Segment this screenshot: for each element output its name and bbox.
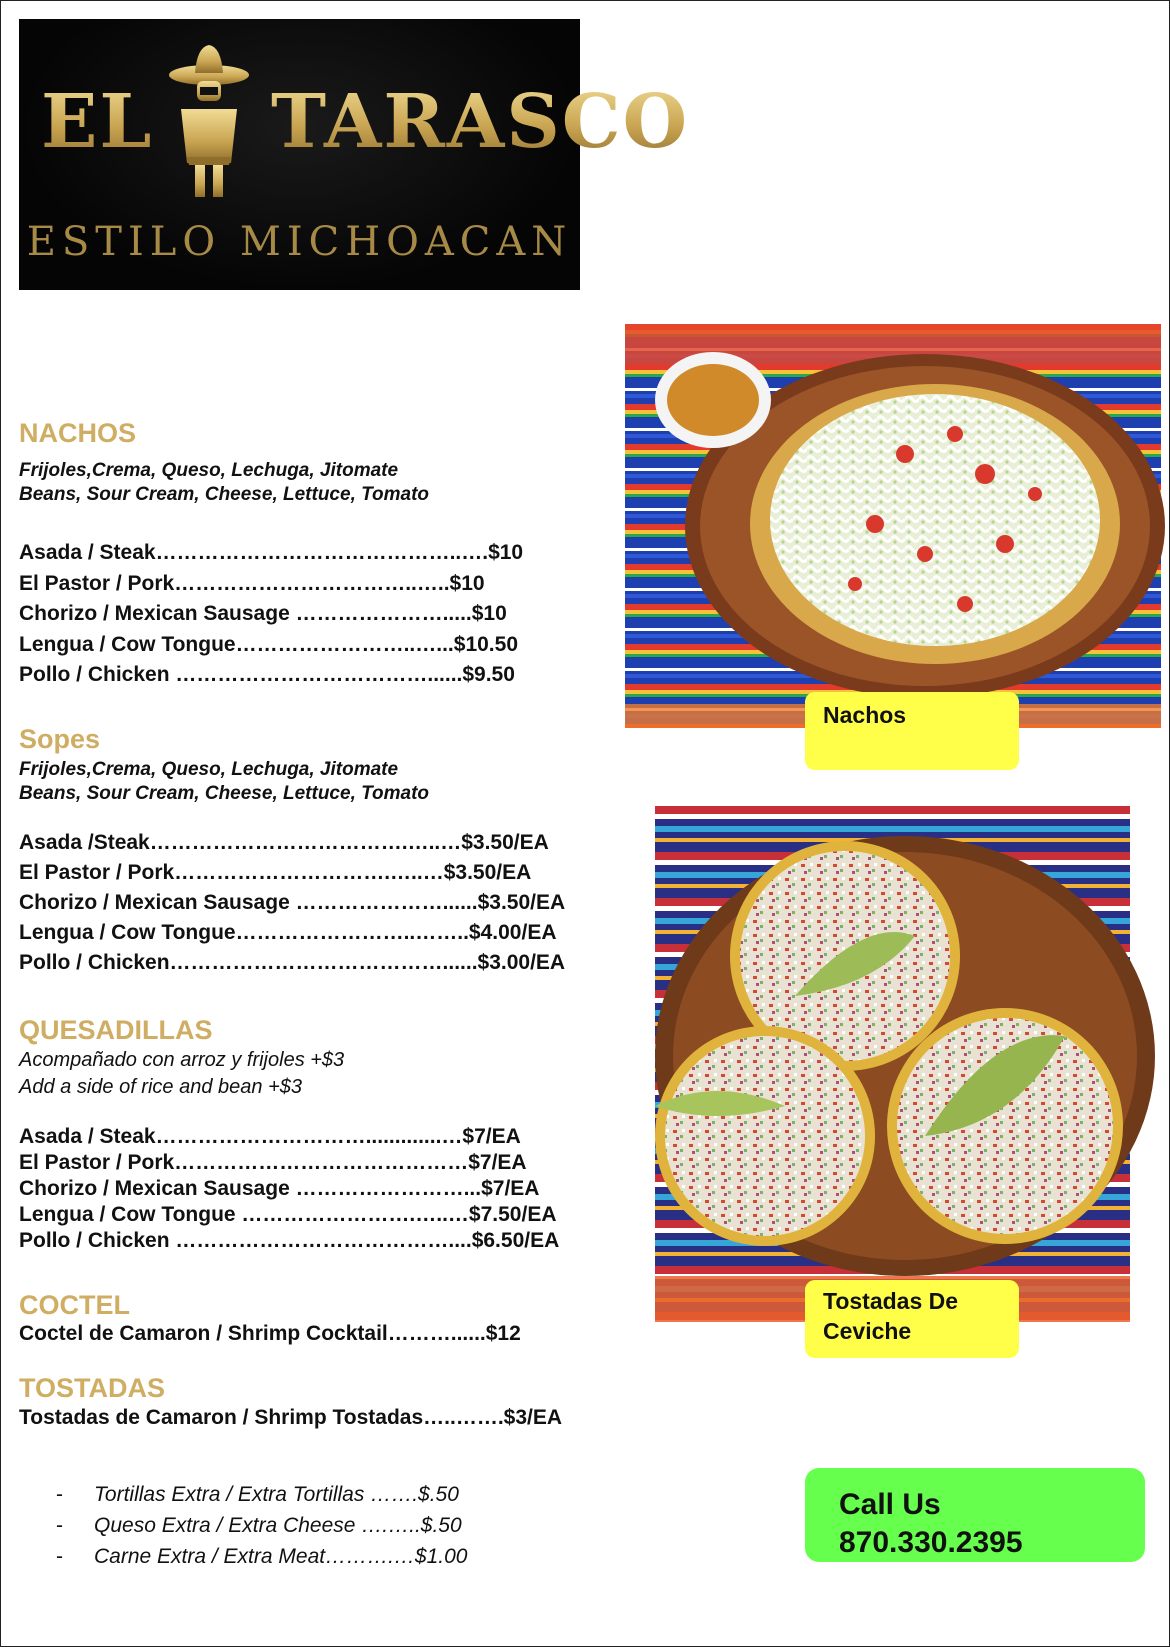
menu-item: Lengua / Cow Tongue……………………..…...$10.50	[19, 632, 518, 656]
menu-item: Chorizo / Mexican Sausage ……………………...$7/EA	[19, 1177, 540, 1200]
call-us-label: Call Us	[839, 1488, 941, 1521]
extra-item: - Queso Extra / Extra Cheese ….…..$.50	[56, 1514, 462, 1537]
quesadillas-desc-spanish: Acompañado con arroz y frijoles +$3	[19, 1049, 345, 1071]
call-us-box	[805, 1468, 1145, 1562]
nachos-caption: Nachos	[805, 692, 1019, 770]
extras-list	[56, 1479, 467, 1572]
menu-item: Asada / Steak……………………………………..….$10	[19, 541, 524, 564]
menu-item: El Pastor / Pork……………………………..…..$10	[19, 571, 485, 595]
sopes-item-list	[19, 828, 565, 978]
menu-item: Lengua / Cow Tongue……………………..……..$4.00/EA	[19, 921, 557, 944]
logo-subtitle: ESTILO MICHOACAN	[26, 219, 573, 265]
menu-item: Asada / Steak………………………….............…$7/EA	[19, 1125, 521, 1148]
ceviche-caption	[805, 1280, 1019, 1358]
section-title-coctel: COCTEL	[19, 1290, 130, 1320]
quesadillas-desc-english: Add a side of rice and bean +$3	[19, 1076, 302, 1098]
section-title-sopes: Sopes	[19, 724, 101, 754]
sopes-desc-spanish: Frijoles,Crema, Queso, Lechuga, Jitomate	[19, 759, 399, 780]
extra-item: - Carne Extra / Extra Meat……….…$1.00	[56, 1545, 468, 1568]
sombrero-figure-icon	[167, 39, 251, 201]
menu-item: Lengua / Cow Tongue …………………….…..…$7.50/EA	[19, 1203, 557, 1226]
menu-item: El Pastor / Pork……………………………………$7/EA	[19, 1151, 527, 1174]
restaurant-logo	[19, 19, 690, 290]
ceviche-caption-line2: Ceviche	[823, 1318, 912, 1344]
tostadas-item: Tostadas de Camaron / Shrimp Tostadas…..…….$3/EA	[19, 1406, 563, 1429]
nachos-item-list	[19, 538, 523, 691]
extra-item: - Tortillas Extra / Extra Tortillas …….$.50	[56, 1483, 459, 1506]
ceviche-caption-line1: Tostadas De	[823, 1288, 959, 1314]
phone-number[interactable]: 870.330.2395	[839, 1526, 1023, 1559]
nachos-photo	[625, 324, 1161, 728]
quesadillas-item-list	[19, 1124, 559, 1254]
menu-item: Pollo / Chicken ………………………………......$9.50	[19, 663, 515, 686]
menu-item: Pollo / Chicken…………………………………......$3.00/EA	[19, 951, 566, 974]
menu-item: Asada /Steak……………………………….…..…$3.50/EA	[19, 831, 549, 854]
section-title-quesadillas: QUESADILLAS	[19, 1015, 213, 1045]
nachos-desc-spanish: Frijoles,Crema, Queso, Lechuga, Jitomate	[19, 460, 399, 481]
sopes-desc-english: Beans, Sour Cream, Cheese, Lettuce, Tomato	[19, 783, 430, 804]
menu-item: Chorizo / Mexican Sausage ………………….....$10	[19, 602, 507, 625]
section-title-tostadas: TOSTADAS	[19, 1373, 166, 1403]
coctel-item: Coctel de Camaron / Shrimp Cocktail………......$12	[19, 1322, 521, 1345]
menu-item: Chorizo / Mexican Sausage …………………......$3.50/EA	[19, 891, 566, 914]
section-title-nachos: NACHOS	[19, 418, 137, 448]
ceviche-tostadas-photo	[655, 806, 1130, 1322]
logo-word-right: TARASCO	[271, 79, 690, 165]
nachos-desc-english: Beans, Sour Cream, Cheese, Lettuce, Tomato	[19, 484, 430, 505]
logo-word-left: EL	[41, 79, 154, 165]
menu-item: Pollo / Chicken …………………………………....$6.50/EA	[19, 1229, 560, 1252]
menu-item: El Pastor / Pork………………………….…..…$3.50/EA	[19, 861, 532, 884]
